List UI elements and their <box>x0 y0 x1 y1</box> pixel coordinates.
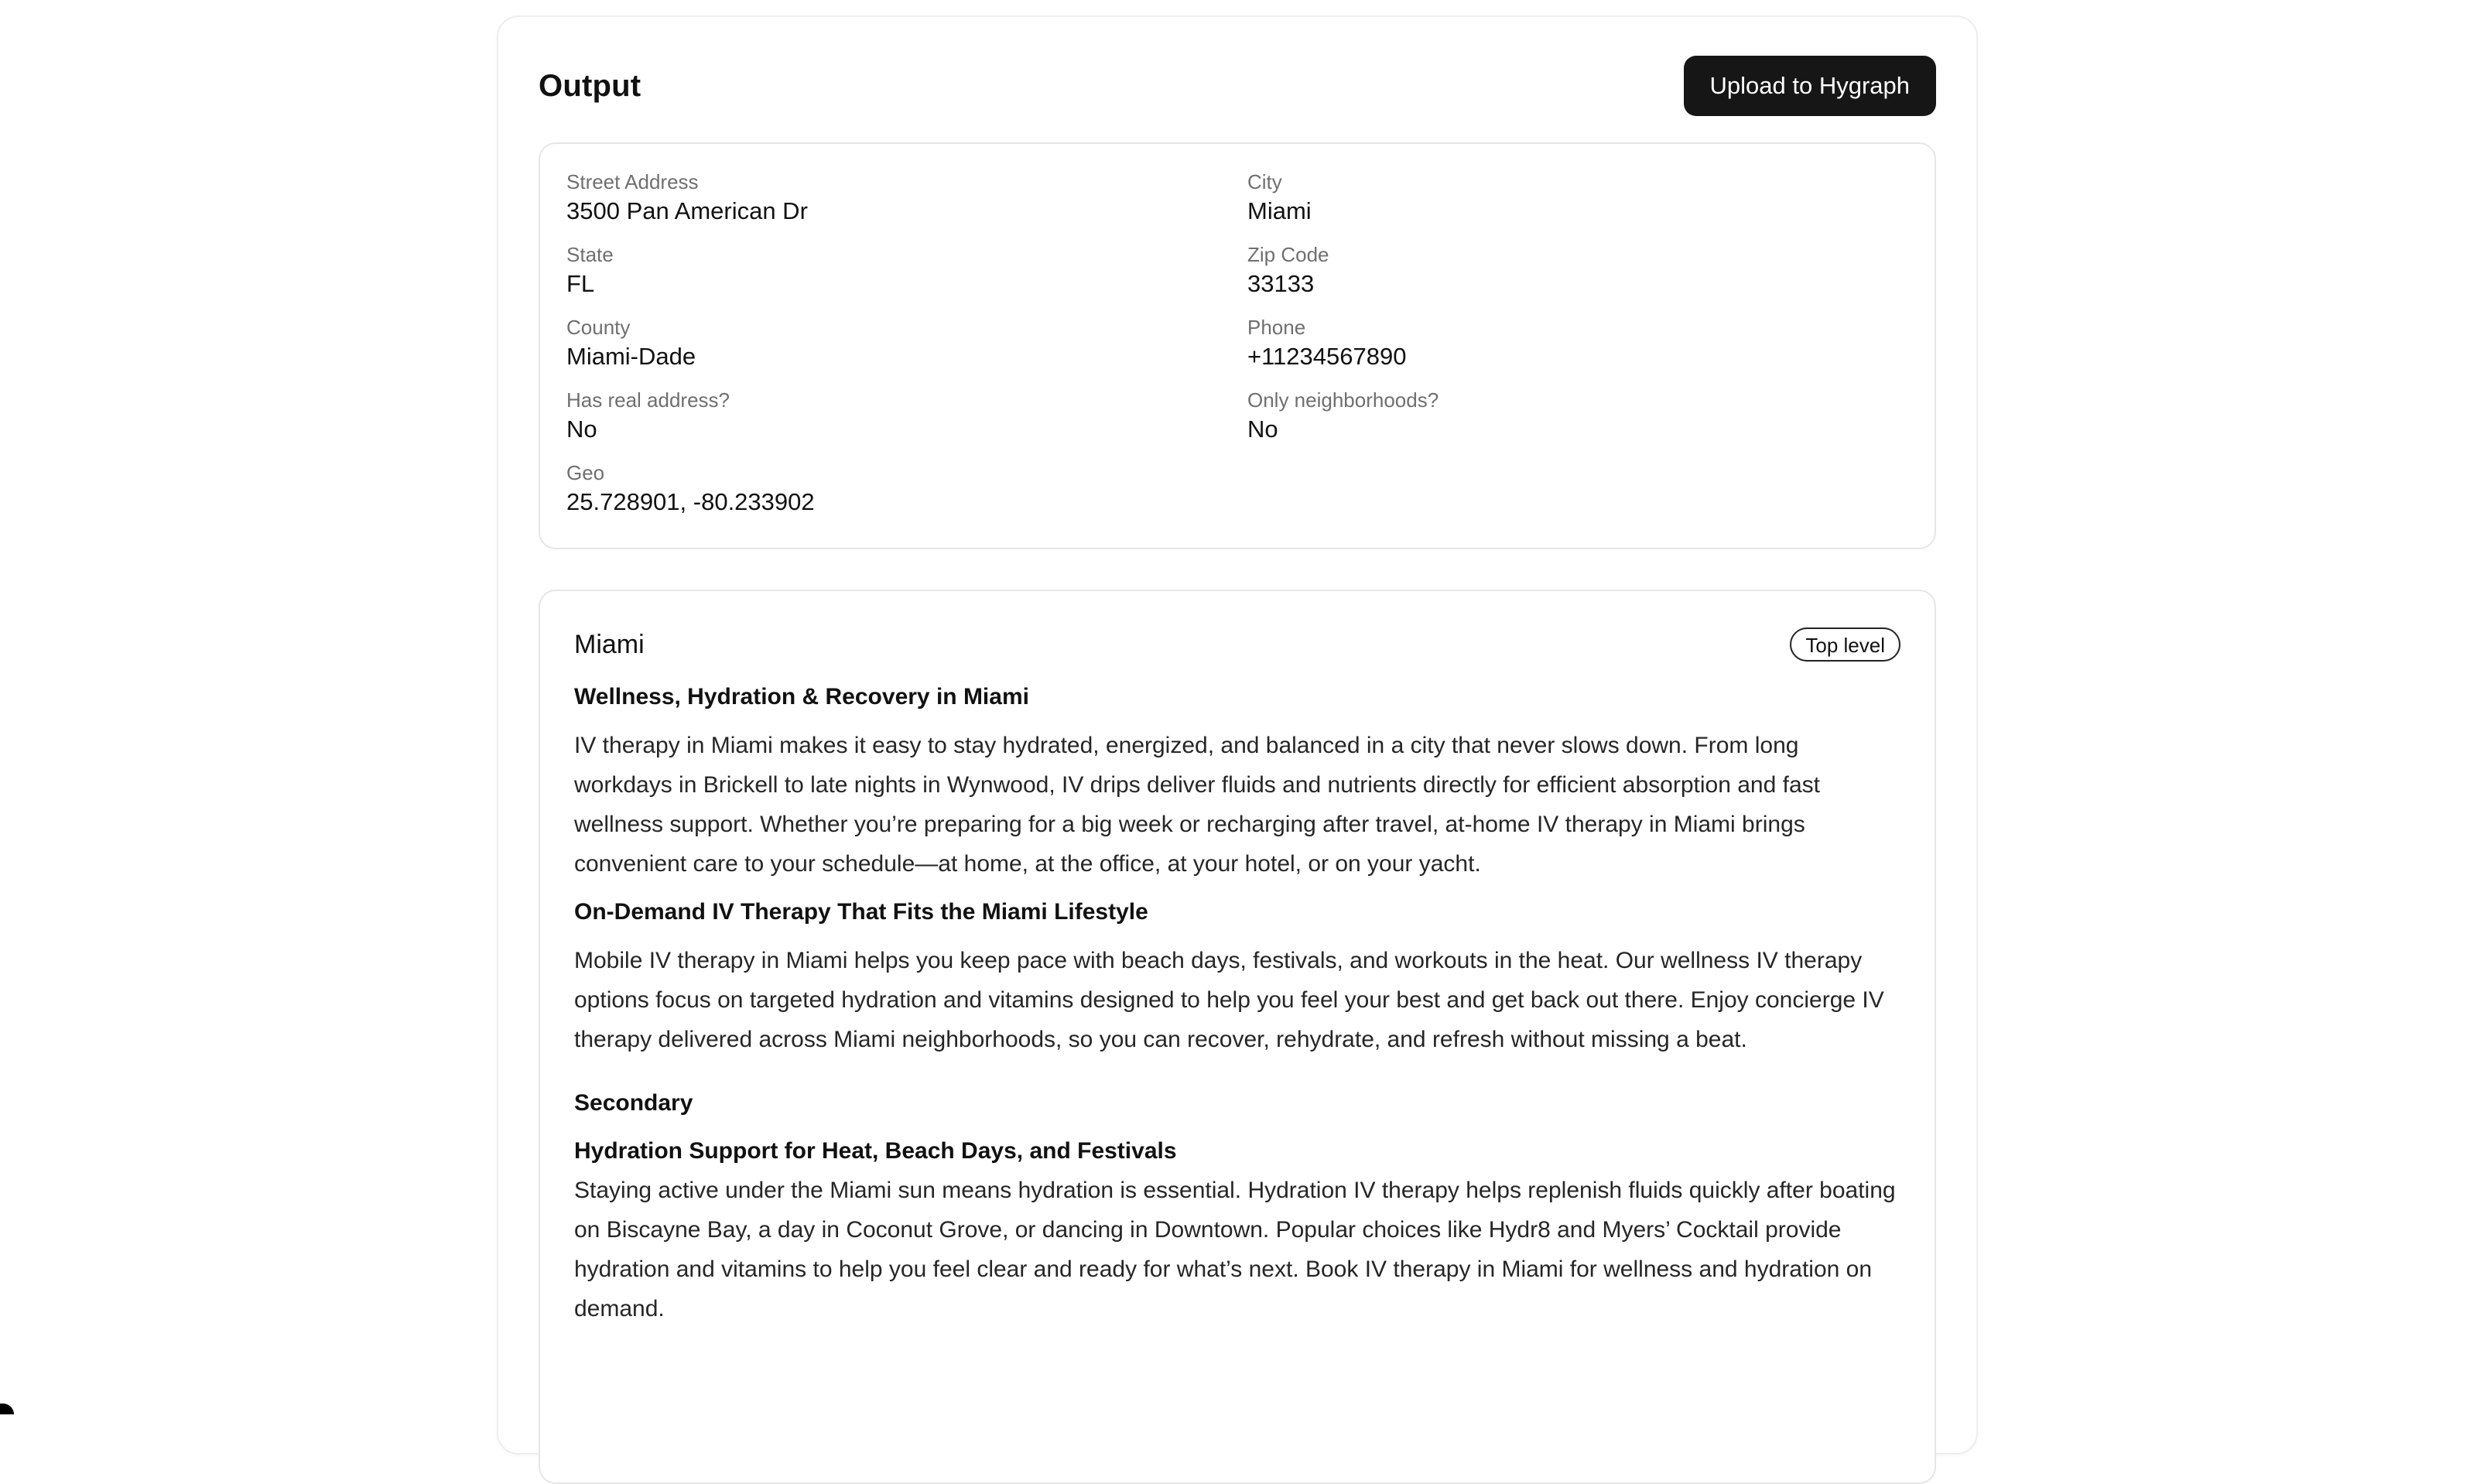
field-value: Miami <box>1247 197 1312 224</box>
section-heading: On-Demand IV Therapy That Fits the Miami Lifestyle <box>574 899 1148 925</box>
geo-field <box>566 461 1247 534</box>
field-label: Street Address <box>566 170 699 193</box>
zip-code-field <box>1247 243 1908 316</box>
only-neighborhoods-field <box>1247 388 1908 461</box>
section-paragraph: Staying active under the Miami sun means hydration is essential. Hydration IV therapy helps replenish fluids quickly after boating on Biscayne Bay, a day in Coconut Grove, or dancing in Downtown. Popular choices like Hydr8 and Myers’ Cocktail provide hydration and vitamins to help you feel clear and ready for what’s next. Book IV therapy in Miami for wellness and hydration on demand. <box>574 1178 1896 1322</box>
window-corner <box>0 1404 14 1414</box>
field-value: +11234567890 <box>1247 343 1407 370</box>
field-label: Only neighborhoods? <box>1247 388 1439 412</box>
output-header <box>539 56 1936 116</box>
region-name: Miami <box>574 629 645 659</box>
output-title: Output <box>539 68 641 103</box>
address-fields <box>566 170 1908 534</box>
content-header <box>574 625 1900 664</box>
section-paragraph: IV therapy in Miami makes it easy to stay hydrated, energized, and balanced in a city that never slows down. From long workdays in Brickell to late nights in Wynwood, IV drips deliver fluids and nutrients directly for efficient absorption and fast wellness support. Whether you’re preparing for a big week or recharging after travel, at-home IV therapy in Miami brings convenient care to your schedule—at home, at the office, at your hotel, or on your yacht. <box>574 733 1820 877</box>
location-content <box>574 625 1900 1328</box>
field-label: City <box>1247 170 1282 193</box>
location-content-card <box>539 590 1936 1484</box>
section-paragraph: Mobile IV therapy in Miami helps you keep pace with beach days, festivals, and workouts in the heat. Our wellness IV therapy options focus on targeted hydration and vitamins designed to help you feel your best and get back out there. Enjoy concierge IV therapy delivered across Miami neighborhoods, so you can recover, rehydrate, and refresh without missing a beat. <box>574 948 1884 1052</box>
field-value: No <box>1247 415 1278 443</box>
field-value: Miami-Dade <box>566 343 696 370</box>
field-value: FL <box>566 270 595 297</box>
field-label: Geo <box>566 461 605 484</box>
section-heading: Hydration Support for Heat, Beach Days, and Festivals <box>574 1138 1177 1164</box>
field-label: Phone <box>1247 316 1306 339</box>
upload-to-hygraph-button[interactable]: Upload to Hygraph <box>1684 56 1937 116</box>
field-value: 33133 <box>1247 270 1315 297</box>
field-label: Has real address? <box>566 388 730 412</box>
field-value: 3500 Pan American Dr <box>566 197 808 224</box>
has-real-address-field <box>566 388 1247 461</box>
section-heading: Wellness, Hydration & Recovery in Miami <box>574 684 1029 710</box>
phone-field <box>1247 316 1908 388</box>
city-field <box>1247 170 1908 243</box>
output-panel <box>497 15 1978 1455</box>
street-address-field <box>566 170 1247 243</box>
field-value: No <box>566 415 597 443</box>
field-value: 25.728901, -80.233902 <box>566 488 815 515</box>
state-field <box>566 243 1247 316</box>
secondary-label: Secondary <box>574 1090 693 1116</box>
field-label: Zip Code <box>1247 243 1329 266</box>
top-level-badge: Top level <box>1790 627 1900 662</box>
address-card <box>539 142 1936 549</box>
field-label: County <box>566 316 631 339</box>
field-label: State <box>566 243 614 266</box>
county-field <box>566 316 1247 388</box>
